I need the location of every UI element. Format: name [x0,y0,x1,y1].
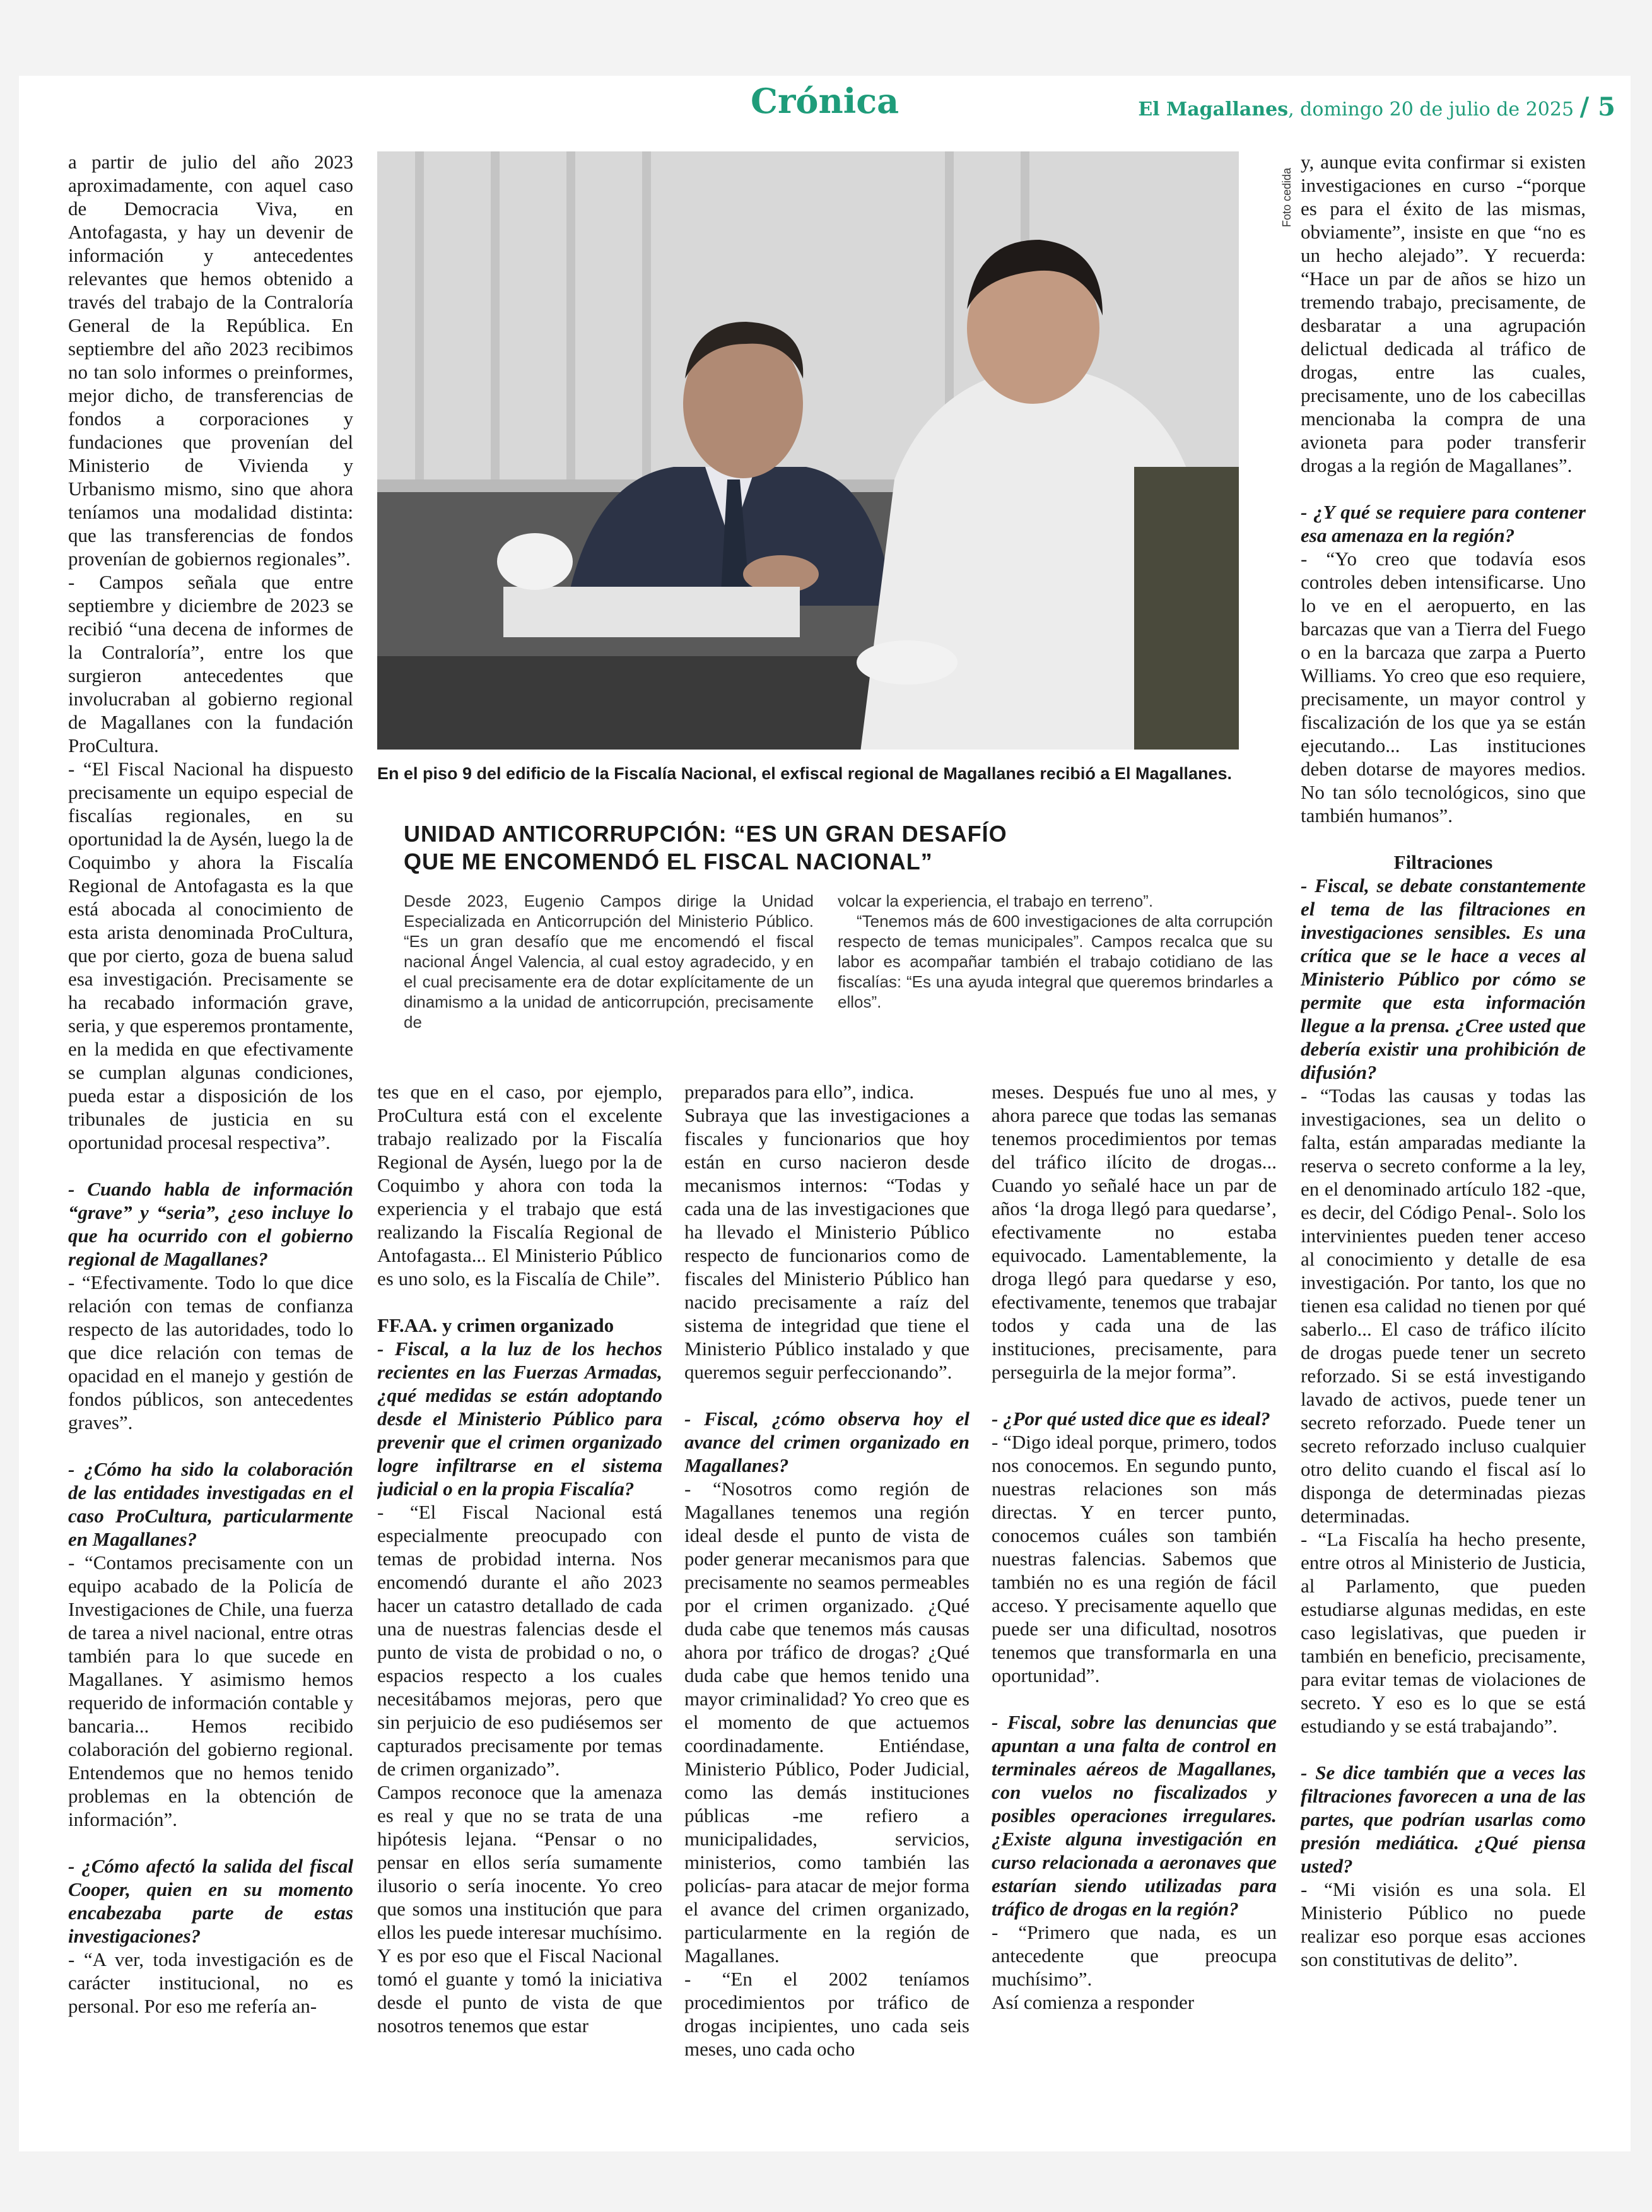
interview-question: - ¿Y qué se requiere para contener esa amenaza en la región? [1301,501,1586,546]
paragraph: - “En el 2002 teníamos procedimientos por tráfico de drogas incipientes, uno cada seis meses, uno cada ocho [684,1968,970,2060]
paragraph: volcar la experiencia, el trabajo en terreno”. [838,891,1154,910]
box-column-1 [404,891,814,1055]
box-title-line: QUE ME ENCOMENDÓ EL FISCAL NACIONAL” [404,849,933,874]
paragraph: - “Contamos precisamente con un equipo acabado de la Policía de Investigaciones de Chile, una fuerza de tarea a nivel nacional, entre otras también para lo que sucede en Magallanes. Y asimismo hemos requerido de información contable y bancaria... Hemos recibido colaboración del gobierno regional. Entendemos que no hemos tenido problemas en la obtención de información”. [68,1551,353,1830]
interview-question: - Fiscal, se debate constantemente el tema de las filtraciones en investigaciones sensibles. Es una crítica que se le hace a veces al Ministerio Público por cómo se permite que esta información llegue a la prensa. ¿Cree usted que debería existir una prohibición de difusión? [1301,874,1586,1083]
article-column-5 [1301,150,1586,2138]
article-column-2 [377,1080,662,2138]
paragraph: - “A ver, toda investigación es de carácter institucional, no es personal. Por eso me refería an- [68,1948,353,2017]
paragraph: - “Todas las causas y todas las investigaciones, sea un delito o falta, están amparadas mediante la reserva o secreto conforme a la ley, en el denominado artículo 182 -que, es decir, del Código Penal-. Solo los intervinientes pueden tener acceso al conocimiento y detalle de esa investigación. Por tanto, los que no tienen esa calidad no tienen por qué saberlo... El caso de tráfico ilícito de drogas puede tener un secreto reforzado. Si se está investigando lavado de activos, puede tener un secreto reforzado. Puede tener un secreto reforzado incluso cualquier otro delito cuando el fiscal así lo disponga de determinadas piezas determinadas. [1301,1085,1586,1527]
photo-caption: En el piso 9 del edificio de la Fiscalía Nacional, el exfiscal regional de Magallanes recibió a El Magallanes. [377,764,1233,783]
interview-question: - Cuando habla de información “grave” y “seria”, ¿eso incluye lo que ha ocurrido con el gobierno regional de Magallanes? [68,1178,353,1270]
box-title [404,820,1287,876]
paragraph: - “Yo creo que todavía esos controles deben intensificarse. Uno lo ve en el aeropuerto, en las barcazas que van a Tierra del Fuego o en la barcaza que zarpa a Puerto Williams. Yo creo que eso requiere, precisamente, un mayor control y fiscalización de los que ya se están ejecutando... Las instituciones deben dotarse de mayores medios. No tan sólo tecnológicos, sino que también humanos”. [1301,548,1586,827]
interview-question: - Fiscal, sobre las denuncias que apuntan a una falta de control en terminales aéreos de Magallanes, con vuelos no fiscalizados y posibles operaciones irregulares. ¿Existe alguna investigación en curso relacionada a aeronaves que estarían siendo utilizadas para tráfico de drogas en la región? [992,1711,1277,1920]
page-header-info [1138,92,1615,122]
photo-credit: Foto cedida [1280,167,1293,227]
article-column-4 [992,1080,1277,2138]
interview-photo [377,151,1239,750]
paragraph: Desde 2023, Eugenio Campos dirige la Unidad Especializada en Anticorrupción del Ministerio Público. “Es un gran desafío que me encomendó el fiscal nacional Ángel Valencia, al cual estoy agradecido, y en el cual precisamente era de dotar explícitamente de un dinamismo a la unidad de anticorrupción, precisamente de [404,891,814,1032]
issue-date: , domingo 20 de julio de 2025 [1288,98,1574,121]
paragraph: a partir de julio del año 2023 aproximadamente, con aquel caso de Democracia Viva, en Antofagasta, y hay un devenir de información y antecedentes relevantes que hemos obtenido a través del trabajo de la Contraloría General de la República. En septiembre del año 2023 recibimos no tan solo informes o preinformes, mejor dicho, de transferencias de fondos a corporaciones y fundaciones que provenían del Ministerio de Vivienda y Urbanismo mismo, sino que ahora teníamos una modalidad distinta: que las transferencias de fondos provenían de gobiernos regionales”. [68,151,353,570]
paragraph: meses. Después fue uno al mes, y ahora parece que todas las semanas tenemos procedimientos por temas del tráfico ilícito de drogas... Cuando yo señalé hace un par de años ‘la droga llegó para quedarse’, efectivamente no estaba equivocado. Lamentablemente, la droga llegó para quedarse y eso, efectivamente, tenemos que trabajar todos y cada una de las instituciones, precisamente, para perseguirla de la mejor forma”. [992,1081,1277,1383]
paragraph: - “Primero que nada, es un antecedente que preocupa muchísimo”. [992,1921,1277,1990]
paragraph: - “El Fiscal Nacional está especialmente preocupado con temas de probidad interna. Nos encomendó durante el año 2023 hacer un catastro detallado de cada una de nuestras falencias desde el punto de vista de probidad o no, o espacios respecto a los cuales necesitábamos mejoras, pero que sin perjuicio de eso pudiésemos ser capturados precisamente por temas de crimen organizado”. [377,1501,662,1780]
paragraph: Subraya que las investigaciones a fiscales y funcionarios que hoy están en curso nacieron desde mecanismos internos: “Todas y cada una de las investigaciones que ha llevado el Ministerio Público respecto de funcionarios como de fiscales del Ministerio Público han nacido precisamente a raíz del sistema de integridad que tiene el Ministerio Público instalado y que queremos seguir perfeccionando”. [684,1104,970,1383]
paragraph: - “Nosotros como región de Magallanes tenemos una región ideal desde el punto de vista de poder generar mecanismos para que precisamente no seamos permeables por el crimen organizado. ¿Qué duda cabe que tenemos más causas ahora por tráfico de drogas? ¿Qué duda cabe que hemos tenido una mayor criminalidad? Yo creo que es el momento de que actuemos coordinadamente. Entiéndase, Ministerio Público, Poder Judicial, como las demás instituciones públicas -me refiero a municipalidades, servicios, ministerios, como también las policías- para atacar de mejor forma el avance del crimen organizado, particularmente en la región de Magallanes. [684,1478,970,1967]
paragraph: - “Digo ideal porque, primero, todos nos conocemos. En segundo punto, nuestras relaciones son más directas. Y en tercer punto, conocemos cuáles son también nuestras falencias. Sabemos que también no es una región de fácil acceso. Y precisamente aquello que puede ser una dificultad, nosotros tenemos que transformarla en una oportunidad”. [992,1431,1277,1686]
interview-question: - Fiscal, ¿cómo observa hoy el avance del crimen organizado en Magallanes? [684,1408,970,1476]
box-column-2 [838,891,1273,1055]
paragraph: - “El Fiscal Nacional ha dispuesto precisamente un equipo especial de fiscalías regionales, en su oportunidad la de Aysén, luego la de Coquimbo y ahora la Fiscalía Regional de Antofagasta es la que está abocada al conocimiento de esta arista denominada ProCultura, que por cierto, goza de buena salud esa investigación. Precisamente se ha recabado información grave, seria, y que esperemos prontamente, en la medida en que efectivamente se cumplan algunas condiciones, pueda estar a disposición de los tribunales de justicia en su oportunidad procesal respectiva”. [68,758,353,1153]
paragraph: y, aunque evita confirmar si existen investigaciones en curso -“porque es para el éxito de las mismas, obviamente”, insiste en que “no es un hecho alejado”. Y recuerda: “Hace un par de años se hizo un tremendo trabajo, precisamente, de desbaratar a una agrupación delictual dedicada al tráfico de drogas, entre las cuales, precisamente, uno de los cabecillas mencionaba la compra de una avioneta para poder transferir drogas a la región de Magallanes”. [1301,151,1586,476]
interview-question: - ¿Por qué usted dice que es ideal? [992,1408,1270,1430]
paragraph: Así comienza a responder [992,1991,1195,2013]
paragraph: - Campos señala que entre septiembre y diciembre de 2023 se recibió “una decena de informes de la Contraloría”, entre los que surgieron antecedentes que involucraban al gobierno regional de Magallanes con la fundación ProCultura. [68,571,353,756]
page-number: / 5 [1579,92,1615,122]
paragraph: - “Efectivamente. Todo lo que dice relación con temas de confianza respecto de las autoridades, todo lo que dice relación con temas de opacidad en el manejo y gestión de fondos públicos, son antecedentes graves”. [68,1271,353,1433]
paragraph: preparados para ello”, indica. [684,1081,915,1103]
paragraph: - “La Fiscalía ha hecho presente, entre otros al Ministerio de Justicia, al Parlamento, que pueden estudiarse algunas medidas, en este caso legislativas, que pueden ir también en beneficio, precisamente, para evitar temas de violaciones de secreto. Y eso es lo que se está estudiando y se está trabajando”. [1301,1528,1586,1737]
paper-name: El Magallanes [1138,98,1289,121]
interview-question: - ¿Cómo ha sido la colaboración de las entidades investigadas en el caso ProCultura, particularmente en Magallanes? [68,1458,353,1550]
box-title-line: UNIDAD ANTICORRUPCIÓN: “ES UN GRAN DESAFÍO [404,821,1007,847]
paragraph: - “Mi visión es una sola. El Ministerio Público no puede realizar eso porque esas acciones son constitutivas de delito”. [1301,1878,1586,1970]
subheading: FF.AA. y crimen organizado [377,1314,614,1336]
article-column-3 [684,1080,970,2138]
article-column-1 [68,150,353,2138]
interview-question: - Se dice también que a veces las filtraciones favorecen a una de las partes, que podrían usarlas como presión mediática. ¿Qué piensa usted? [1301,1762,1586,1877]
interview-question: - Fiscal, a la luz de los hechos recientes en las Fuerzas Armadas, ¿qué medidas se están adoptando desde el Ministerio Público para prevenir que el crimen organizado logre infiltrarse en el sistema judicial o en la propia Fiscalía? [377,1338,662,1500]
section-title: Crónica [751,81,899,121]
paragraph: tes que en el caso, por ejemplo, ProCultura está con el excelente trabajo realizado por la Fiscalía Regional de Aysén, luego por la de Coquimbo y ahora con toda la experiencia y el trabajo que está realizando la Fiscalía Regional de Antofagasta... El Ministerio Público es uno solo, es la Fiscalía de Chile”. [377,1081,662,1290]
interview-question: - ¿Cómo afectó la salida del fiscal Cooper, quien en su momento encabezaba parte de estas investigaciones? [68,1855,353,1947]
subheading: Filtraciones [1393,851,1493,873]
paragraph: “Tenemos más de 600 investigaciones de alta corrupción respecto de temas municipales”. Campos recalca que su labor es acompañar también el trabajo cotidiano de las fiscalías: “Es una ayuda integral que queremos brindarles a ellos”. [838,912,1273,1011]
paragraph: Campos reconoce que la amenaza es real y que no se trata de una hipótesis lejana. “Pensar o no pensar en ellos sería sumamente ilusorio o sería inocente. Yo creo que somos una institución que para ellos les puede interesar muchísimo. Y es por eso que el Fiscal Nacional tomó el guante y tomó la iniciativa desde el punto de vista de que nosotros tenemos que estar [377,1781,662,2037]
